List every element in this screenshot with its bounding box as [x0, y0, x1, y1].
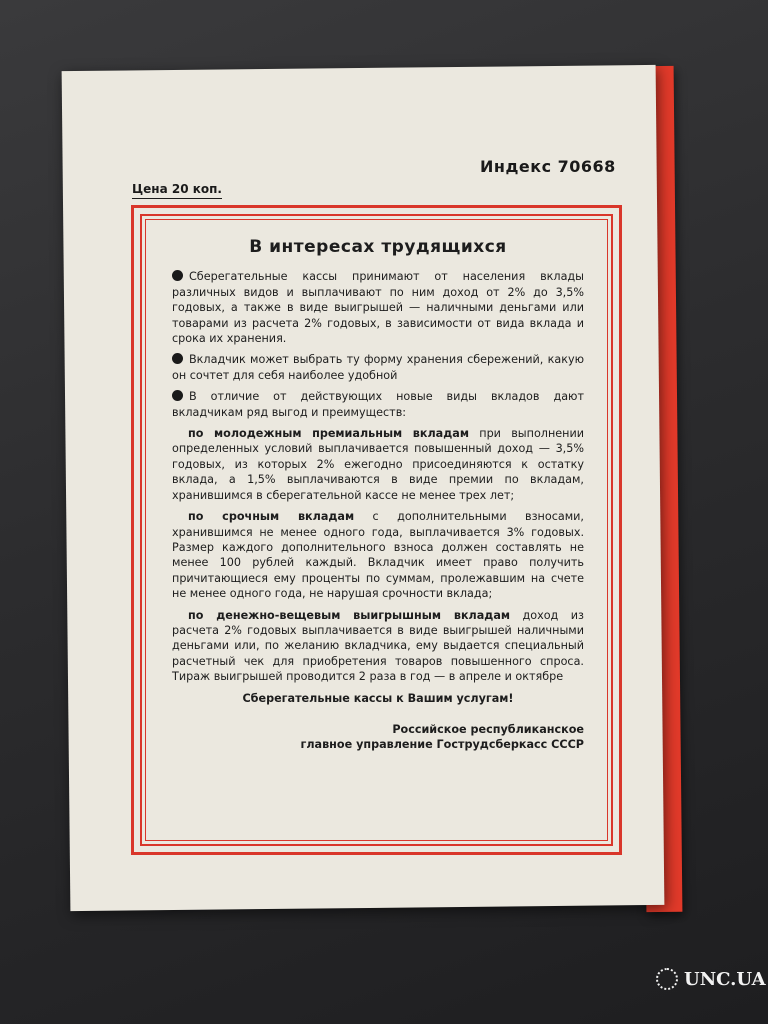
- bullet-icon: [172, 353, 183, 364]
- cover-text-block: [172, 237, 585, 753]
- bullet-icon: [172, 390, 183, 401]
- youth-deposit-paragraph: [172, 426, 584, 503]
- cover-title: В интересах трудящихся: [249, 237, 507, 257]
- youth-deposit-text: при выполнении определенных условий выплачивается повышенный доход — 3,5% годовых, из которых 2% ежегодно присоединяются к остатку вклада, а 1,5% выплачиваются в виде премии по вкладам, хранившимся в сберегательной кассе не менее трех лет;: [172, 427, 584, 502]
- lottery-deposit-paragraph: [172, 608, 584, 685]
- lottery-deposit-term: по денежно-вещевым выигрышным вкладам: [188, 608, 511, 622]
- watermark-text: UNC.UA: [684, 968, 766, 990]
- term-deposit-term: по срочным вкладам: [188, 510, 355, 524]
- term-deposit-paragraph: [172, 509, 584, 601]
- lottery-deposit-text: доход из расчета 2% годовых выплачивается в виде выигрышей наличными деньгами или, по желанию вкладчика, ему выдается специальный расчетный чек для приобретения товаров повышенного спроса. Тираж выигрышей проводится 2 раза в год — в апреле и октябре: [172, 608, 585, 684]
- term-deposit-text: с дополнительными взносами, хранившимся не менее одного года, выплачивается 3% годовых. Размер каждого дополнительного взноса должен составлять не менее 100 рублей каждый. Вкладчик имеет право получить причитающиеся ему проценты по суммам, пролежавшим на счете не менее одного года, не нарушая срочности вклада;: [172, 510, 584, 601]
- watermark: [656, 968, 766, 990]
- signature-line-1: Российское республиканское: [392, 722, 584, 736]
- bullet-icon: [172, 270, 183, 281]
- price-label: Цена 20 коп.: [132, 182, 222, 199]
- paragraph-1: [172, 269, 584, 346]
- index-label: Индекс 70668: [480, 157, 616, 176]
- paragraph-1-text: Сберегательные кассы принимают от населения вклады различных видов и выплачивают по ним доход от 2% до 3,5% годовых, а также в виде выигрышей — наличными деньгами или товарами из расчета 2% годовых, в зависимости от вида вклада и срока их хранения.: [172, 270, 584, 346]
- paragraph-2: [172, 352, 584, 383]
- youth-deposit-term: по молодежным премиальным вкладам: [188, 427, 469, 441]
- paragraph-3-text: В отличие от действующих новые виды вкладов дают вкладчикам ряд выгод и преимуществ:: [172, 390, 584, 419]
- closing-line: Сберегательные кассы к Вашим услугам!: [242, 691, 514, 705]
- watermark-sun-icon: [656, 968, 678, 990]
- signature-line-2: главное управление Гострудсберкасс СССР: [300, 738, 584, 752]
- paragraph-2-text: Вкладчик может выбрать ту форму хранения сбережений, какую он сочтет для себя наиболее удобной: [172, 353, 584, 382]
- paragraph-3: [172, 389, 584, 420]
